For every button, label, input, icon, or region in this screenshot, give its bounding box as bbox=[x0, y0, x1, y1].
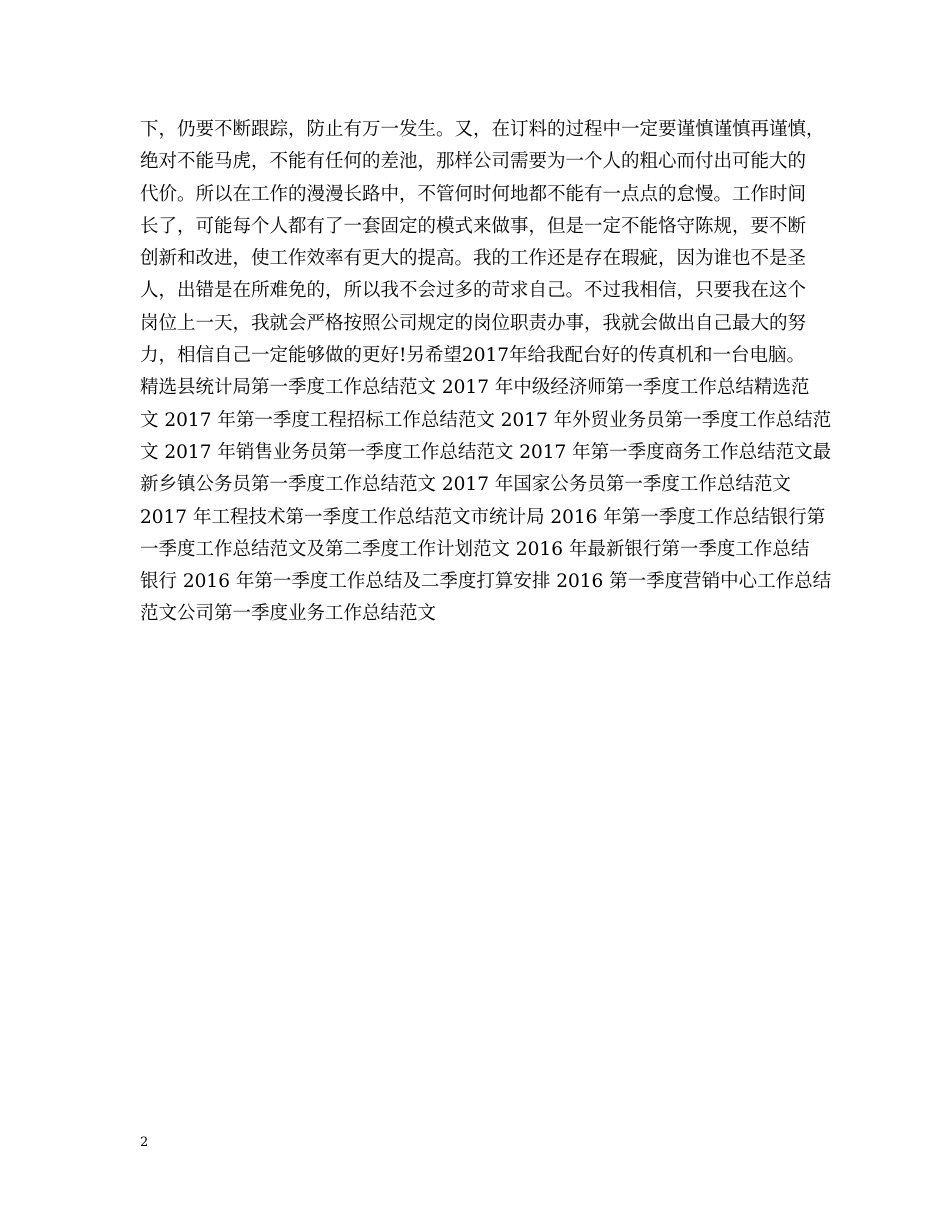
text-line: 创新和改进，使工作效率有更大的提高。我的工作还是存在瑕疵，因为谁也不是圣 bbox=[140, 248, 807, 270]
related-links-line: 文 2017 年销售业务员第一季度工作总结范文 2017 年第一季度商务工作总结范文最 bbox=[140, 441, 832, 463]
text-line: 绝对不能马虎，不能有任何的差池，那样公司需要为一个人的粗心而付出可能大的 bbox=[140, 151, 807, 173]
text-line: 下，仍要不断跟踪，防止有万一发生。又，在订料的过程中一定要谨慎谨慎再谨慎， bbox=[140, 119, 825, 140]
text-line: 岗位上一天，我就会严格按照公司规定的岗位职责办事，我就会做出自己最大的努 bbox=[140, 312, 807, 334]
text-line: 力，相信自己一定能够做的更好!另希望2017年给我配台好的传真机和一台电脑。 bbox=[140, 345, 806, 367]
text-line: 长了，可能每个人都有了一套固定的模式来做事，但是一定不能恪守陈规，要不断 bbox=[140, 215, 807, 237]
related-links-line: 银行 2016 年第一季度工作总结及二季度打算安排 2016 第一季度营销中心工作总结 bbox=[140, 571, 832, 593]
related-links-line: 精选县统计局第一季度工作总结范文 2017 年中级经济师第一季度工作总结精选范 bbox=[140, 377, 810, 399]
related-links-line: 新乡镇公务员第一季度工作总结范文 2017 年国家公务员第一季度工作总结范文 bbox=[140, 474, 791, 496]
page-number: 2 bbox=[140, 1135, 149, 1150]
body-text bbox=[140, 114, 840, 631]
related-links-line: 一季度工作总结范文及第二季度工作计划范文 2016 年最新银行第一季度工作总结 bbox=[140, 538, 810, 560]
related-links-line: 文 2017 年第一季度工程招标工作总结范文 2017 年外贸业务员第一季度工作总结范 bbox=[140, 409, 832, 431]
text-line: 人，出错是在所难免的，所以我不会过多的苛求自己。不过我相信，只要我在这个 bbox=[140, 280, 807, 302]
related-links-line: 范文公司第一季度业务工作总结范文 bbox=[140, 603, 437, 625]
text-line: 代价。所以在工作的漫漫长路中，不管何时何地都不能有一点点的怠慢。工作时间 bbox=[140, 183, 807, 205]
related-links-line: 2017 年工程技术第一季度工作总结范文市统计局 2016 年第一季度工作总结银行第 bbox=[140, 506, 826, 528]
